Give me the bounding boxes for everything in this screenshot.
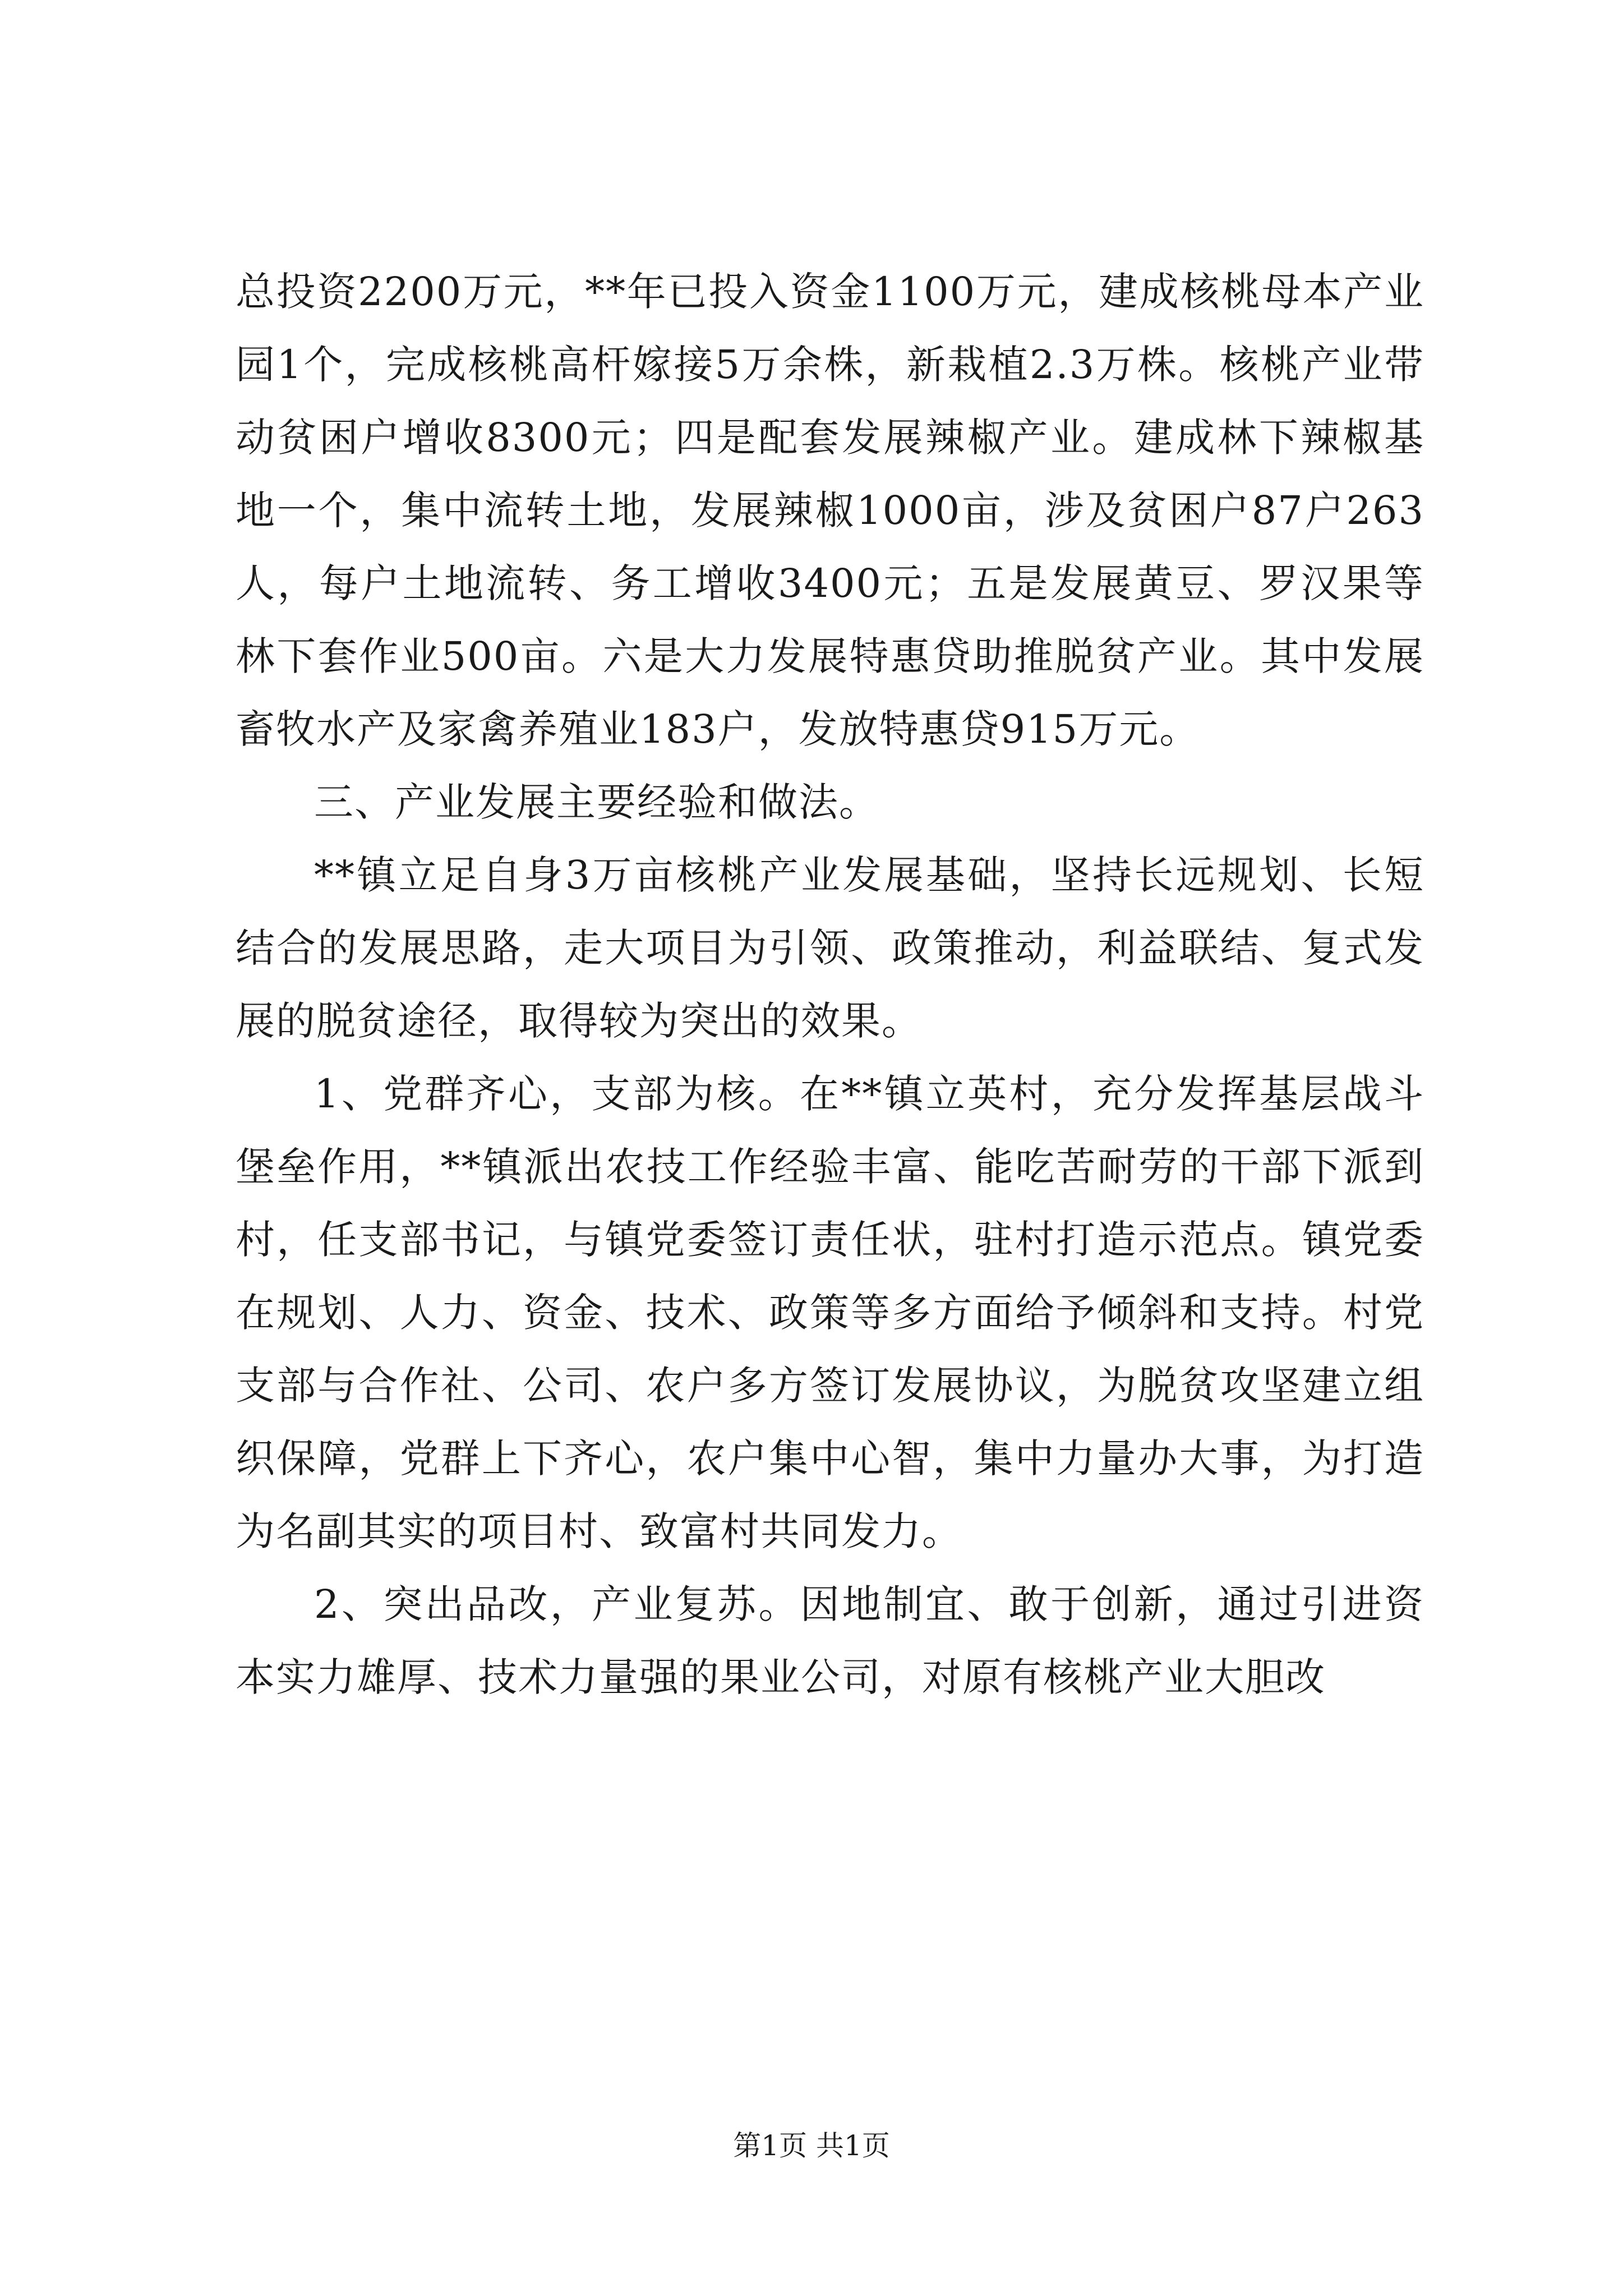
section-heading-experience: 三、产业发展主要经验和做法。	[314, 779, 879, 825]
page-footer: 第1页 共1页	[733, 2129, 890, 2162]
document-body	[236, 255, 1424, 1714]
paragraph-party-branch: 1、党群齐心，支部为核。在**镇立英村，充分发挥基层战斗堡垒作用，**镇派出农技工作经验丰富、能吃苦耐劳的干部下派到村，任支部书记，与镇党委签订责任状，驻村打造示范点。镇党委在规划、人力、资金、技术、政策等多方面给予倾斜和支持。村党支部与合作社、公司、农户多方签订发展协议，为脱贫攻坚建立组织保障，党群上下齐心，农户集中心智，集中力量办大事，为打造为名副其实的项目村、致富村共同发力。	[236, 1071, 1424, 1554]
paragraph-town-foundation: **镇立足自身3万亩核桃产业发展基础，坚持长远规划、长短结合的发展思路，走大项目为引领、政策推动，利益联结、复式发展的脱贫途径，取得较为突出的效果。	[236, 852, 1424, 1044]
paragraph-investment-summary: 总投资2200万元，**年已投入资金1100万元，建成核桃母本产业园1个，完成核桃高杆嫁接5万余株，新栽植2.3万株。核桃产业带动贫困户增收8300元；四是配套发展辣椒产业。建成林下辣椒基地一个，集中流转土地，发展辣椒1000亩，涉及贫困户87户263人，每户土地流转、务工增收3400元；五是发展黄豆、罗汉果等林下套作业500亩。六是大力发展特惠贷助推脱贫产业。其中发展畜牧水产及家禽养殖业183户，发放特惠贷915万元。	[236, 269, 1424, 752]
paragraph-variety-improvement: 2、突出品改，产业复苏。因地制宜、敢于创新，通过引进资本实力雄厚、技术力量强的果业公司，对原有核桃产业大胆改	[236, 1581, 1424, 1700]
